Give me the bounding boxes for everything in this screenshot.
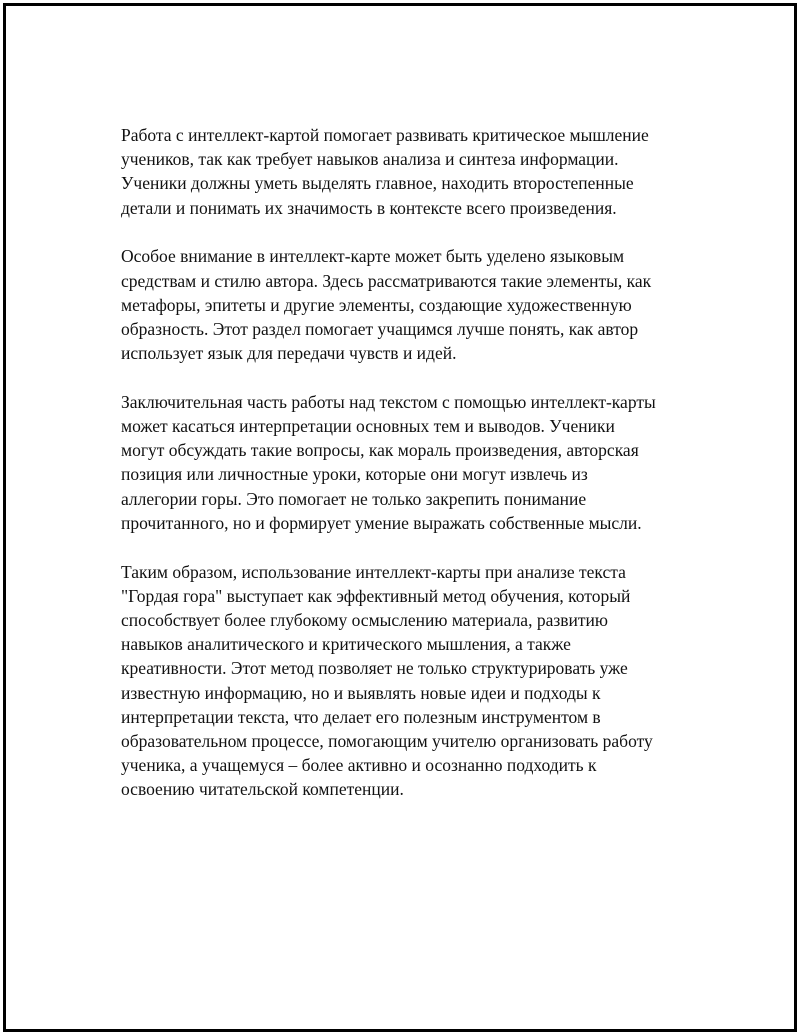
- page-frame: [3, 3, 797, 1032]
- text-line: интерпретации текста, что делает его полезным инструментом в: [121, 706, 601, 727]
- paragraph-language-style: [121, 244, 691, 365]
- text-line: прочитанного, но и формирует умение выражать собственные мысли.: [121, 512, 642, 533]
- text-line: Таким образом, использование интеллект-карты при анализе текста: [121, 561, 626, 582]
- text-line: позиция или личностные уроки, которые они могут извлечь из: [121, 464, 588, 485]
- text-line: освоению читательской компетенции.: [121, 779, 404, 800]
- paragraph-conclusion: [121, 560, 691, 802]
- text-line: могут обсуждать такие вопросы, как мораль произведения, авторская: [121, 440, 639, 461]
- text-line: Работа с интеллект-картой помогает развивать критическое мышление: [121, 125, 649, 145]
- text-line: навыков аналитического и критического мышления, а также: [121, 634, 571, 655]
- text-line: образовательном процессе, помогающим учителю организовать работу: [121, 730, 653, 751]
- text-line: детали и понимать их значимость в контексте всего произведения.: [121, 197, 617, 218]
- text-line: образность. Этот раздел помогает учащимся лучше понять, как автор: [121, 318, 639, 339]
- text-line: ученика, а учащемуся – более активно и осознанно подходить к: [121, 755, 597, 776]
- page-content: [121, 123, 691, 826]
- text-line: использует язык для передачи чувств и идей.: [121, 343, 457, 364]
- text-line: Особое внимание в интеллект-карте может быть уделено языковым: [121, 246, 625, 267]
- paragraph-interpretation: [121, 390, 691, 535]
- text-line: может касаться интерпретации основных тем и выводов. Ученики: [121, 416, 615, 437]
- text-line: Заключительная часть работы над текстом с помощью интеллект-карты: [121, 391, 656, 412]
- text-line: способствует более глубокому осмыслению материала, развитию: [121, 609, 608, 630]
- text-line: креативности. Этот метод позволяет не только структурировать уже: [121, 658, 628, 679]
- text-line: учеников, так как требует навыков анализа и синтеза информации.: [121, 149, 619, 170]
- text-line: метафоры, эпитеты и другие элементы, создающие художественную: [121, 294, 632, 315]
- paragraph-critical-thinking: [121, 123, 691, 220]
- text-line: средствам и стилю автора. Здесь рассматриваются такие элементы, как: [121, 270, 652, 291]
- text-line: Ученики должны уметь выделять главное, находить второстепенные: [121, 173, 634, 194]
- text-line: аллегории горы. Это помогает не только закрепить понимание: [121, 488, 587, 509]
- text-line: известную информацию, но и выявлять новые идеи и подходы к: [121, 682, 601, 703]
- text-line: "Гордая гора" выступает как эффективный метод обучения, который: [121, 585, 631, 606]
